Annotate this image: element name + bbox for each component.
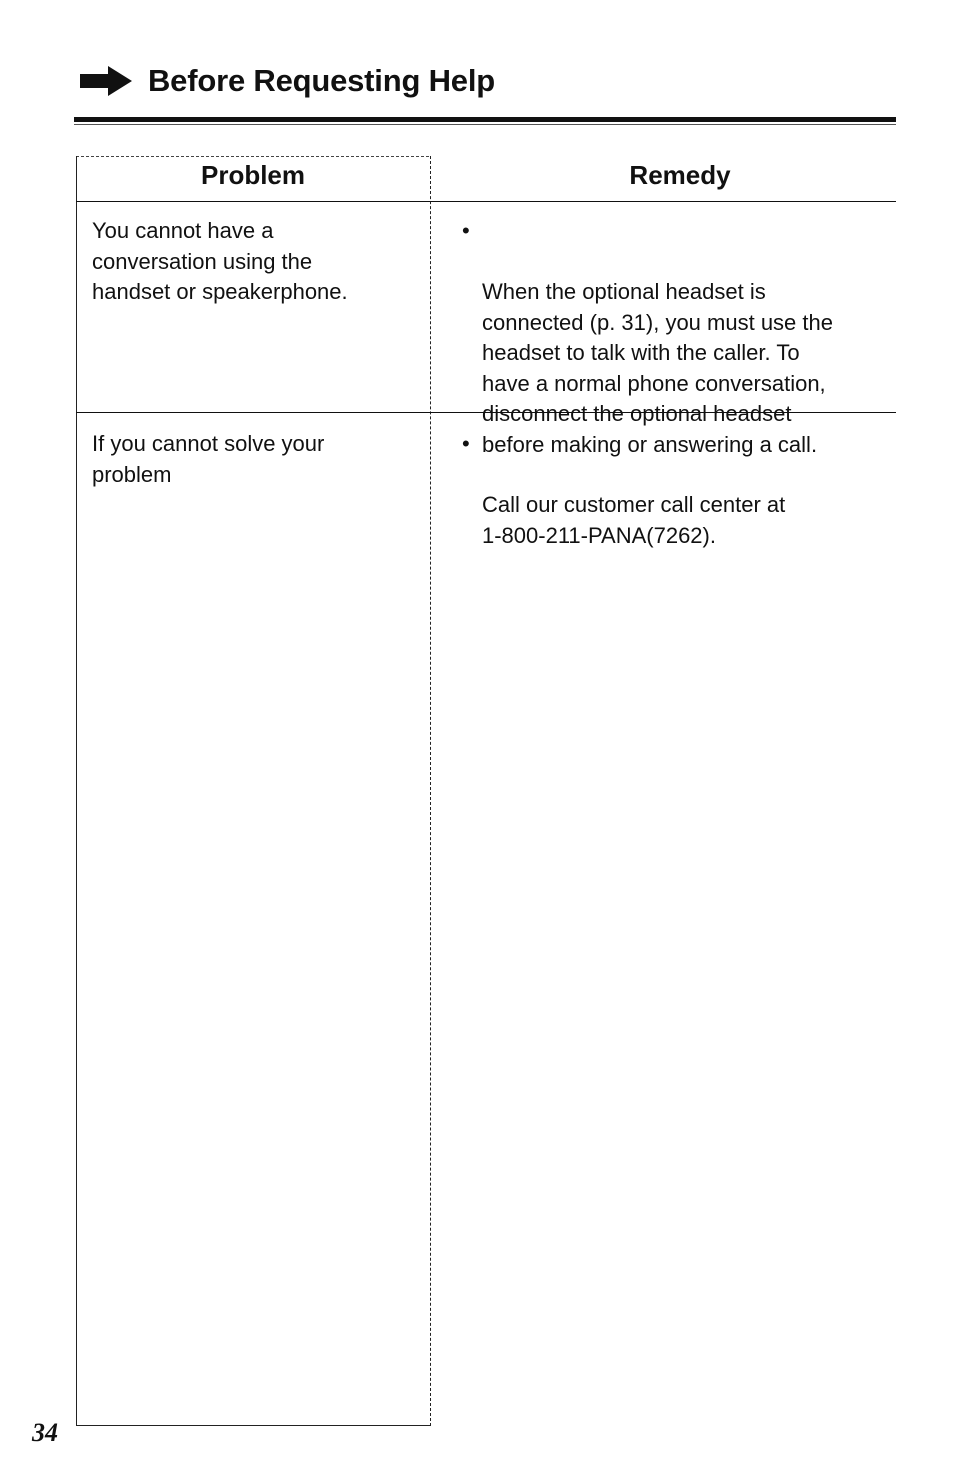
problem-cell-2: If you cannot solve your problem — [92, 431, 325, 487]
page-title: Before Requesting Help — [148, 63, 495, 98]
table-top-border — [76, 156, 429, 157]
header-rule-thin — [74, 124, 896, 125]
table-left-border — [76, 156, 77, 1426]
remedy-text-2: Call our customer call center at 1-800-211-PANA(7262). — [482, 492, 786, 548]
table-bottom-border — [76, 1425, 431, 1426]
remedy-text-1: When the optional headset is connected (p. 31), you must use the headset to talk with the caller. To have a normal phone conversation, disconnect the optional headset before making or answering a call. — [482, 279, 833, 457]
page-header — [76, 56, 495, 106]
header-rule — [74, 117, 896, 122]
column-header-problem: Problem — [200, 160, 306, 190]
table-column-divider — [430, 156, 431, 1426]
bullet: • — [462, 431, 470, 456]
table-header-divider — [76, 201, 896, 202]
remedy-cell-2 — [462, 429, 882, 582]
problem-cell-1: You cannot have a conversation using the handset or speakerphone. — [92, 218, 348, 304]
right-arrow-icon — [76, 64, 134, 98]
column-header-remedy: Remedy — [629, 160, 731, 190]
page-number: 34 — [32, 1418, 58, 1447]
bullet: • — [462, 218, 470, 243]
